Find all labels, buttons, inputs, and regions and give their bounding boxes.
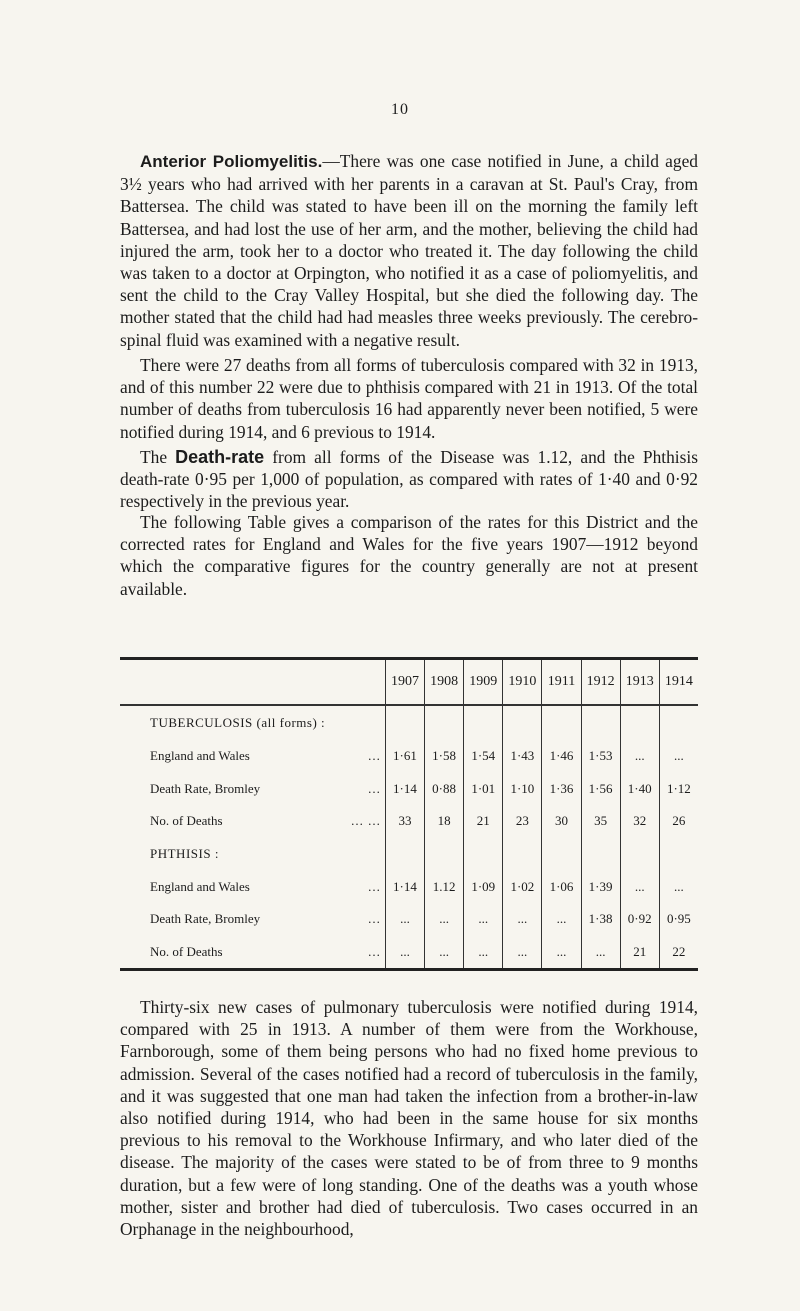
table-cell: ... xyxy=(620,870,659,903)
stats-table xyxy=(120,660,698,968)
table-cell: 0·88 xyxy=(425,772,464,805)
tuberculosis-rates-table xyxy=(120,657,698,971)
section-title: PHTHISIS : xyxy=(150,845,219,861)
paragraph-tuberculosis-deaths xyxy=(120,354,698,443)
table-cell: 30 xyxy=(542,805,581,838)
table-cell: 1.12 xyxy=(425,870,464,903)
row-label: No. of Deaths xyxy=(150,943,223,959)
paragraph-pulmonary-cases xyxy=(120,996,698,1240)
table-cell: 1·06 xyxy=(542,870,581,903)
table-cell: ... xyxy=(581,935,620,968)
death-rate-heading: Death-rate xyxy=(175,447,265,467)
row-leader-dots: ... ... xyxy=(351,813,381,829)
page-number: 10 xyxy=(391,101,409,118)
table-cell: ... xyxy=(620,740,659,773)
table-cell: 1·14 xyxy=(385,870,424,903)
section-heading-anterior-poliomyelitis: Anterior Poliomyelitis. xyxy=(140,152,323,171)
table-cell: 1·10 xyxy=(503,772,542,805)
row-label: England and Wales xyxy=(150,748,250,764)
table-cell: 1·38 xyxy=(581,903,620,936)
section-row-tuberculosis xyxy=(120,705,698,740)
table-cell: 33 xyxy=(385,805,424,838)
table-header-row xyxy=(120,660,698,705)
table-cell: 1·12 xyxy=(659,772,698,805)
row-label: Death Rate, Bromley xyxy=(150,911,261,927)
table-row xyxy=(120,935,698,968)
table-cell: 1·02 xyxy=(503,870,542,903)
table-cell: 1·54 xyxy=(464,740,503,773)
year-header: 1911 xyxy=(542,660,581,705)
table-cell: ... xyxy=(503,935,542,968)
year-header: 1908 xyxy=(425,660,464,705)
row-label: No. of Deaths xyxy=(150,813,223,829)
table-cell: 1·40 xyxy=(620,772,659,805)
table-cell: ... xyxy=(464,935,503,968)
table-cell: 0·95 xyxy=(659,903,698,936)
row-leader-dots: ... xyxy=(368,748,381,764)
paragraph-text: from all forms of the Disease was 1.12, and the Phthisis death-rate 0·95 per 1,000 of population, as compared with rates of 1·40 and 0·92 respectively in the previous year. xyxy=(120,447,698,512)
table-cell: ... xyxy=(659,870,698,903)
table-cell: 0·92 xyxy=(620,903,659,936)
table-cell: ... xyxy=(542,903,581,936)
table-row xyxy=(120,772,698,805)
table-cell: 35 xyxy=(581,805,620,838)
year-header: 1907 xyxy=(385,660,424,705)
row-leader-dots: ... xyxy=(368,780,381,796)
table-cell: 1·09 xyxy=(464,870,503,903)
section-title: TUBERCULOSIS (all forms) : xyxy=(150,714,326,730)
table-cell: ... xyxy=(659,740,698,773)
table-cell: 18 xyxy=(425,805,464,838)
paragraph-anterior-poliomyelitis xyxy=(120,150,698,351)
table-cell: 1·61 xyxy=(385,740,424,773)
paragraph-text: The following Table gives a comparison of the rates for this District and the corrected rates for England and Wales for the five years 1907—1912 beyond which the comparative figures for the country generally are not at present available. xyxy=(120,512,698,599)
table-row xyxy=(120,740,698,773)
table-cell: ... xyxy=(385,935,424,968)
row-label: Death Rate, Bromley xyxy=(150,780,261,796)
table-cell: 26 xyxy=(659,805,698,838)
paragraph-death-rate xyxy=(120,446,698,513)
table-cell: 21 xyxy=(620,935,659,968)
table-cell: 1·58 xyxy=(425,740,464,773)
table-cell: 21 xyxy=(464,805,503,838)
table-cell: 1·56 xyxy=(581,772,620,805)
year-header: 1910 xyxy=(503,660,542,705)
row-label: England and Wales xyxy=(150,878,250,894)
table-cell: ... xyxy=(385,903,424,936)
table-cell: 1·01 xyxy=(464,772,503,805)
table-cell: ... xyxy=(425,935,464,968)
table-cell: 22 xyxy=(659,935,698,968)
table-cell: 1·14 xyxy=(385,772,424,805)
paragraph-text: There were 27 deaths from all forms of tuberculosis compared with 32 in 1913, and of this number 22 were due to phthisis compared with 21 in 1913. Of the total number of deaths from tuberculosis 16 had apparently never been notified, 5 were notified during 1914, and 6 previous to 1914. xyxy=(120,355,698,442)
row-leader-dots: ... xyxy=(368,878,381,894)
table-cell: 1·43 xyxy=(503,740,542,773)
table-row xyxy=(120,805,698,838)
table-cell: ... xyxy=(425,903,464,936)
table-cell: 1·46 xyxy=(542,740,581,773)
paragraph-prefix: The xyxy=(140,447,176,467)
paragraph-table-intro xyxy=(120,511,698,600)
table-cell: 1·53 xyxy=(581,740,620,773)
row-leader-dots: ... xyxy=(368,911,381,927)
year-header: 1912 xyxy=(581,660,620,705)
table-cell: ... xyxy=(464,903,503,936)
table-cell: 1·39 xyxy=(581,870,620,903)
paragraph-text: —There was one case notified in June, a child aged 3½ years who had arrived with her parents in a caravan at St. Paul's Cray, from Battersea. The child was stated to have been ill on the morning the family left Battersea, and had lost the use of her arm, and the mother, believing the child had injured the arm, took her to a doctor who treated it. The day following the child was taken to a doctor at Orpington, who notified it as a case of poliomyelitis, and sent the child to the Cray Valley Hospital, but she died the following day. The mother stated that the child had had measles three weeks previously. The cerebro-spinal fluid was examined with a negative result. xyxy=(120,151,698,350)
table-header-blank xyxy=(120,660,385,705)
table-cell: 1·36 xyxy=(542,772,581,805)
year-header: 1913 xyxy=(620,660,659,705)
table-row xyxy=(120,870,698,903)
table-row xyxy=(120,903,698,936)
paragraph-text: Thirty-six new cases of pulmonary tuberculosis were notified during 1914, compared with 25 in 1913. A number of them were from the Workhouse, Farnborough, some of them being persons who had no fixed home previous to admission. Several of the cases notified had a record of tuberculosis in the family, and it was suggested that one man had taken the infection from a brother-in-law also notified during 1914, who had been in the same house for six months previous to his removal to the Workhouse Infirmary, and who later died of the disease. The majority of the cases were stated to be of from three to 9 months duration, but a few were of long standing. One of the deaths was a youth whose mother, sister and brother had died of tuberculosis. Two cases occurred in an Orphanage in the neighbourhood, xyxy=(120,997,698,1240)
row-leader-dots: ... xyxy=(368,943,381,959)
table-cell: ... xyxy=(542,935,581,968)
table-cell: 23 xyxy=(503,805,542,838)
year-header: 1909 xyxy=(464,660,503,705)
year-header: 1914 xyxy=(659,660,698,705)
table-cell: 32 xyxy=(620,805,659,838)
section-row-phthisis xyxy=(120,838,698,871)
table-cell: ... xyxy=(503,903,542,936)
